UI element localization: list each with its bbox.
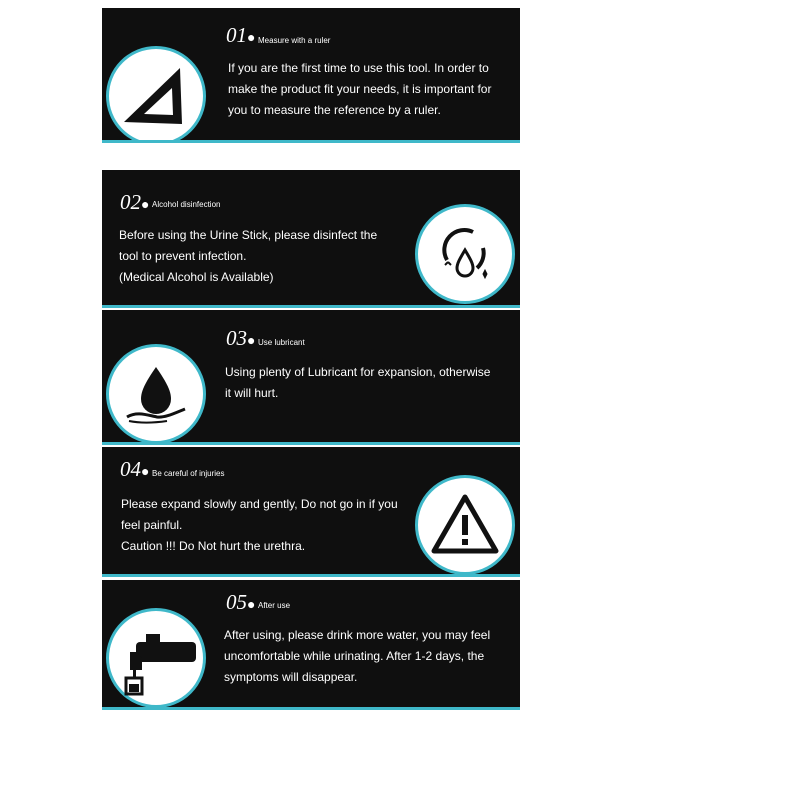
step-title: After use [258,601,291,610]
step-panel-4 [102,447,520,577]
hand-drop-icon [106,344,206,444]
step-number: 04● [120,457,150,481]
step-description: After using, please drink more water, you may feel uncomfortable while urinating. After 1-2 days, the symptoms will disappear. [224,628,491,684]
step-title: Be careful of injuries [152,469,225,478]
step-panel-5 [102,580,520,710]
accent-divider [102,442,520,445]
step-number: 03● [226,326,256,350]
water-tap-icon [106,608,206,708]
step-title: Measure with a ruler [258,36,331,45]
step-title: Use lubricant [258,338,305,347]
disinfect-drop-icon [415,204,515,304]
step-number: 01● [226,23,256,47]
step-description: Please expand slowly and gently, Do not go in if you feel painful. Caution !!! Do Not hurt the urethra. [121,497,398,553]
step-panel-3 [102,310,520,445]
ruler-triangle-icon [106,46,206,143]
accent-divider [102,574,520,577]
step-number: 02● [120,190,150,214]
step-title: Alcohol disinfection [152,200,221,209]
step-panel-2 [102,170,520,308]
step-panel-1 [102,8,520,143]
step-number: 05● [226,590,256,614]
step-description: Using plenty of Lubricant for expansion, otherwise it will hurt. [225,365,491,400]
step-description: Before using the Urine Stick, please disinfect the tool to prevent infection. (Medical Alcohol is Available) [119,228,378,284]
warning-icon [415,475,515,575]
accent-divider [102,305,520,308]
accent-divider [102,140,520,143]
accent-divider [102,707,520,710]
step-description: If you are the first time to use this tool. In order to make the product fit your needs, it is important for you to measure the reference by a ruler. [228,61,492,117]
